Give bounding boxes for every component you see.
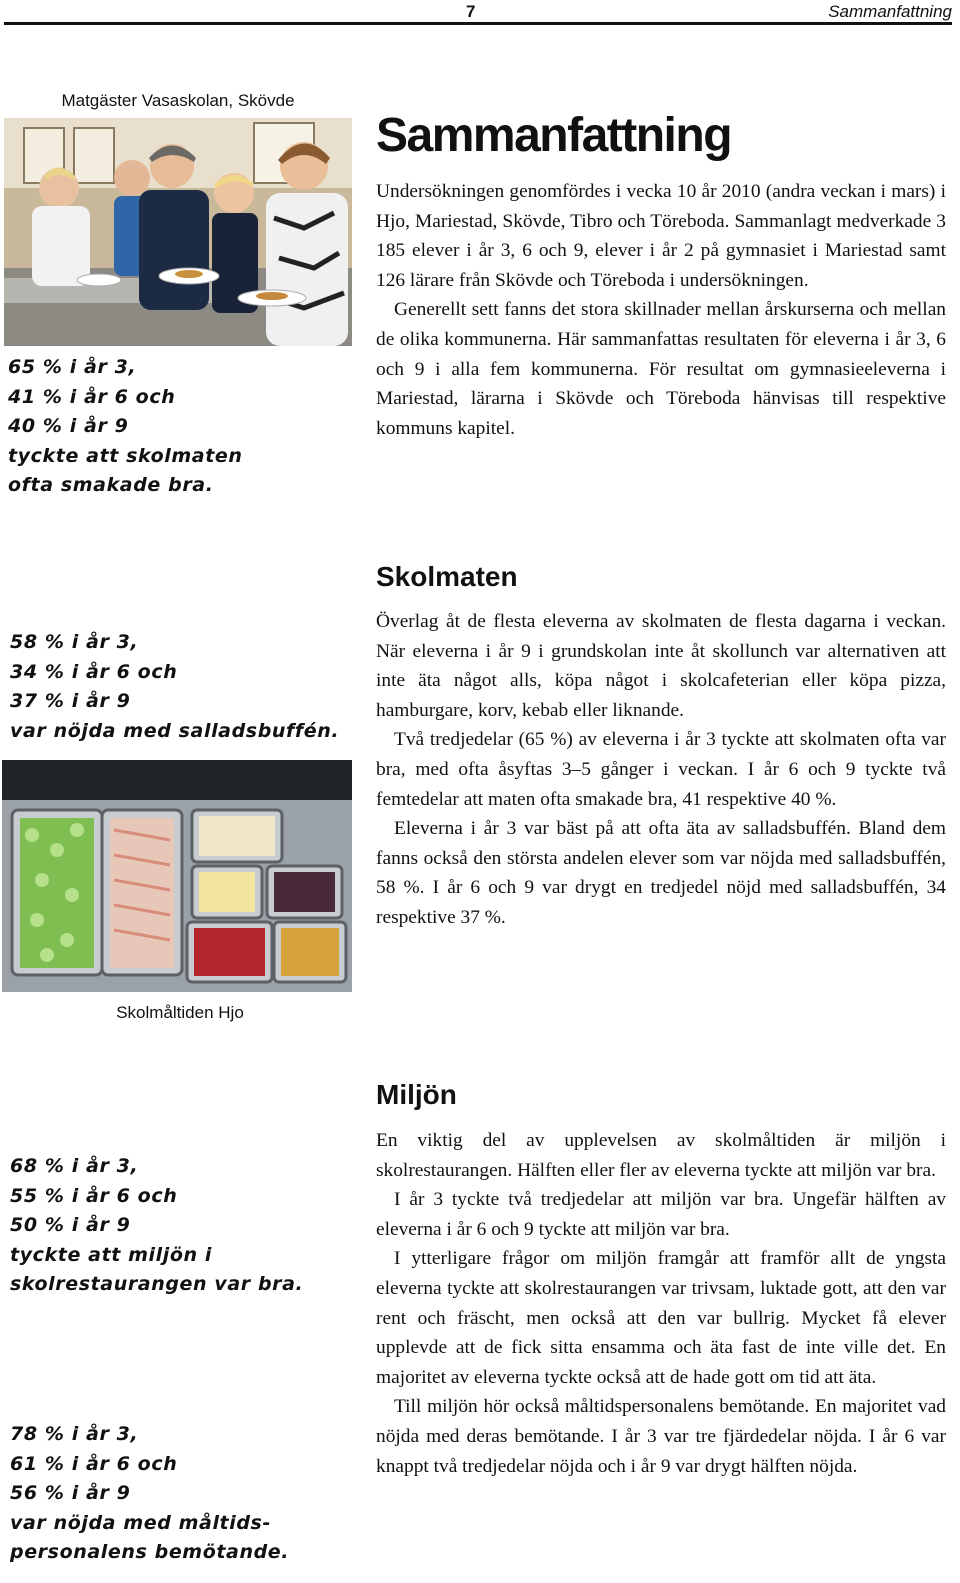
photo-caption-vasaskolan: Matgäster Vasaskolan, Skövde — [61, 91, 295, 110]
stat-line: 55 % i år 6 och — [10, 1184, 178, 1207]
stat-line: var nöjda med måltids- — [10, 1511, 271, 1534]
paragraph: Två tredjedelar (65 %) av eleverna i år 3 tyckte att skolmaten ofta var bra, med ofta åsyftas 3–5 gånger i veckan. I år 6 och 9 tyckte två femtedelar att maten ofta smakade bra, 41 respektive 40 %. — [376, 729, 946, 810]
stat-line: 34 % i år 6 och — [10, 660, 178, 683]
photo-students-lunch — [4, 118, 352, 346]
stat-line: 61 % i år 6 och — [10, 1452, 178, 1475]
stat-line: 65 % i år 3, — [8, 356, 137, 378]
stat-line: 37 % i år 9 — [10, 690, 131, 713]
stat-line: 50 % i år 9 — [10, 1214, 131, 1237]
stat-box-miljon — [10, 1152, 303, 1300]
page-header — [0, 0, 960, 24]
stat-line: ofta smakade bra. — [8, 474, 214, 497]
stat-line: 40 % i år 9 — [8, 415, 129, 438]
photo-caption-hjo: Skolmåltiden Hjo — [116, 1003, 244, 1022]
stat-line: personalens bemötande. — [10, 1541, 290, 1564]
paragraph: Till miljön hör också måltidspersonalens bemötande. En majoritet vad nöjda med deras bemötande. I år 3 var tre fjärdedelar nöjda. I år 6 var knappt två tredjedelar nöjda och i år 9 var drygt hälften nöjda. — [376, 1396, 946, 1477]
stat-line: tyckte att skolmaten — [8, 444, 243, 467]
running-title: Sammanfattning — [828, 2, 952, 21]
paragraph: Eleverna i år 3 var bäst på att ofta äta av salladsbuffén. Bland dem fanns också den största andelen elever som var nöjda med salladsbuffén, 58 %. I år 6 och 9 var drygt en tredjedel nöjd med salladsbuffén, 34 respektive 37 %. — [376, 818, 946, 928]
stat-line: 41 % i år 6 och — [8, 385, 176, 408]
stat-line: tyckte att miljön i — [10, 1243, 212, 1266]
stat-line: 78 % i år 3, — [10, 1423, 139, 1445]
stat-line: 56 % i år 9 — [10, 1482, 131, 1505]
summary-text — [376, 177, 946, 443]
paragraph: Generellt sett fanns det stora skillnader mellan årskurserna och mellan de olika kommunerna. Här sammanfattas resultaten för eleverna i år 3, 6 och 9 i alla fem kommunerna. För resultat om gymnasieeleverna i Mariestad, lärarna i Skövde och Töreboda hänvisas till respektive kommuns kapitel. — [376, 299, 946, 439]
page-title: Sammanfattning — [376, 109, 732, 162]
paragraph: I år 3 tyckte två tredjedelar att miljön var bra. Ungefär hälften av eleverna i år 6 och 9 tyckte att miljön var bra. — [376, 1189, 946, 1240]
skolmaten-text — [376, 607, 946, 933]
stat-line: var nöjda med salladsbuffén. — [10, 719, 340, 742]
miljon-text — [376, 1126, 946, 1481]
paragraph: Undersökningen genomfördes i vecka 10 år 2010 (andra veckan i mars) i Hjo, Mariestad, Skövde, Tibro och Töreboda. Sammanlagt medverkade 3 185 elever i år 3, 6 och 9, elever i år 2 på gymnasiet i Mariestad samt 126 lärare från Skövde och Töreboda i undersökningen. — [376, 181, 946, 291]
section-heading-miljon: Miljön — [376, 1079, 457, 1110]
stat-box-bemotande — [10, 1420, 289, 1568]
photo-salad-buffet — [2, 760, 352, 992]
section-heading-skolmaten: Skolmaten — [376, 561, 518, 592]
paragraph: I ytterligare frågor om miljön framgår att framför allt de yngsta eleverna tyckte att skolrestaurangen var trivsam, luktade gott, att den var rent och fräscht, men också att den var bullrig. Mycket få elever upplevde att de fick sitta ensamma och äta fast de inte ville det. En majoritet av eleverna tyckte också att de hade gott om tid att äta. — [376, 1248, 946, 1388]
paragraph: Överlag åt de flesta eleverna av skolmaten de flesta dagarna i veckan. När eleverna i år 9 i grundskolan inte åt skollunch var alternativen att inte äta något alls, köpa något i skolcafeterian eller köpa pizza, hamburgare, korv, kebab eller liknande. — [376, 611, 946, 721]
stat-box-skolmaten — [8, 353, 243, 501]
stat-box-salladsbuffe — [10, 628, 339, 746]
paragraph: En viktig del av upplevelsen av skolmåltiden är miljön i skolrestaurangen. Hälften eller fler av eleverna tyckte att miljön var bra. — [376, 1130, 946, 1181]
stat-line: 68 % i år 3, — [10, 1155, 139, 1177]
stat-line: skolrestaurangen var bra. — [10, 1273, 304, 1296]
page-number: 7 — [466, 2, 476, 21]
stat-line: 58 % i år 3, — [10, 631, 139, 653]
header-rule — [4, 22, 952, 25]
